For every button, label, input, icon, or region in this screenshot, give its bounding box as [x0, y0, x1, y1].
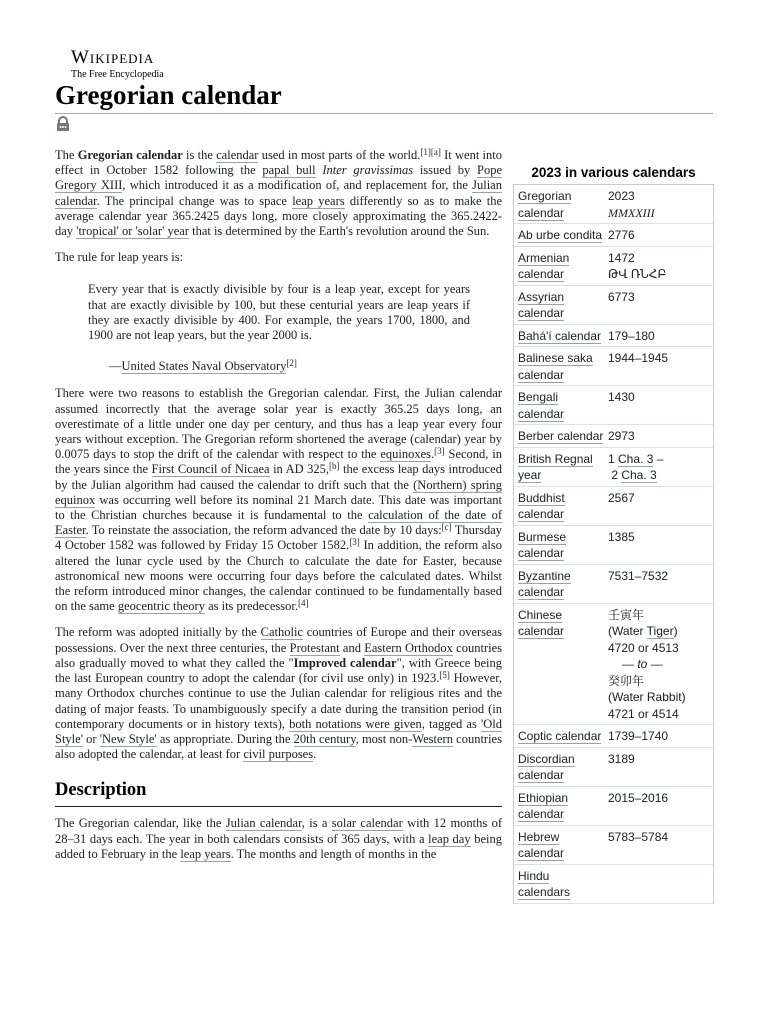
infobox-row: [514, 565, 713, 604]
link-calendar[interactable]: calendar: [216, 148, 259, 162]
infobox-row: [514, 347, 713, 386]
value-line: 1944–1945: [608, 351, 669, 365]
value-line: 2776: [608, 228, 635, 242]
ref-3b[interactable]: [3]: [349, 537, 360, 548]
bold-term: Gregorian calendar: [77, 148, 183, 162]
value-line: 3189: [608, 751, 635, 766]
row-label-link[interactable]: Byzantine calendar: [518, 568, 571, 599]
article-body: [55, 148, 502, 873]
text: In addition, the reform also altered the lunar cycle used by the Church to calculate the date for Easter, because astronomical new moons were occurring four days before the calculated dates. Whilst the reform introduced minor changes, the calendar continued to be fundamentally based on the same: [55, 538, 503, 614]
text: the excess leap days introduced by the Julian algorithm had caused the calendar to drift such that the: [55, 462, 502, 492]
row-label: [514, 188, 604, 221]
infobox-row: [514, 748, 713, 787]
link-charles-iii[interactable]: Cha. 3: [618, 451, 654, 466]
row-label: [514, 451, 604, 484]
value-line: 壬寅年: [608, 607, 645, 622]
leap-rule-intro: The rule for leap years is:: [55, 250, 184, 265]
wikipedia-logo[interactable]: [71, 48, 164, 81]
row-label: [514, 728, 604, 745]
row-label-link[interactable]: Coptic calendar: [518, 729, 602, 743]
infobox-caption: 2023 in various calendars: [531, 165, 696, 180]
quote-citation: [88, 359, 470, 374]
text: It went into effect in October 1582 following the: [55, 148, 503, 178]
row-value: [604, 289, 635, 322]
calendars-infobox: [513, 160, 714, 934]
ref-5[interactable]: [5]: [439, 670, 450, 681]
infobox-row: [514, 386, 713, 425]
infobox-table: [513, 184, 714, 904]
row-label: [514, 250, 604, 283]
text: in AD 325,: [269, 462, 329, 477]
row-value: [604, 389, 635, 422]
ref-a[interactable]: [a]: [430, 147, 441, 157]
row-label-link[interactable]: Assyrian calendar: [518, 289, 565, 320]
text: .: [431, 447, 435, 462]
infobox-row: [514, 487, 713, 526]
row-value: [604, 829, 668, 862]
link-leap-day[interactable]: leap day: [428, 831, 471, 846]
row-label-link[interactable]: Armenian calendar: [518, 250, 570, 281]
text: , most non-: [355, 731, 413, 746]
infobox-row: [514, 865, 713, 904]
value-line: 6773: [608, 289, 635, 304]
text: ): [673, 624, 678, 638]
infobox-row: [514, 325, 713, 348]
text: (Water: [608, 624, 647, 638]
text: The Gregorian calendar, like the: [55, 816, 226, 831]
value-line: 2023: [608, 189, 635, 203]
row-value: [604, 751, 635, 784]
link-charles-iii[interactable]: Cha. 3: [621, 468, 657, 482]
value-line: 1739–1740: [608, 729, 669, 743]
link-easter-calculation[interactable]: calculation of the date of Easter: [55, 508, 503, 538]
value-line: 1472: [608, 250, 635, 265]
row-label-link[interactable]: Berber calendar: [518, 429, 604, 443]
row-label: [514, 529, 604, 562]
row-value: [604, 328, 655, 345]
link-spring-equinox[interactable]: (Northern) spring equinox: [55, 477, 502, 507]
row-label-link[interactable]: Discordian calendar: [518, 751, 575, 782]
ref-2[interactable]: [2]: [286, 358, 297, 369]
text: being added to February in the: [55, 831, 502, 861]
row-label: [514, 829, 604, 862]
row-label-link[interactable]: Hebrew calendar: [518, 829, 565, 860]
row-value: [604, 451, 663, 484]
row-value: [604, 529, 635, 562]
text: 1: [608, 451, 619, 466]
row-label: [514, 868, 604, 901]
infobox-row: [514, 224, 713, 247]
row-value: [604, 568, 668, 601]
row-label: [514, 790, 604, 823]
text: Second, in the years since the: [55, 447, 502, 477]
text: , tagged as: [421, 716, 481, 731]
row-value: [604, 490, 635, 523]
value-line: — to —: [622, 657, 663, 671]
text: as its predecessor.: [204, 599, 298, 614]
row-label-link[interactable]: Hindu calendars: [518, 868, 571, 899]
text: as appropriate. During the: [156, 731, 294, 746]
ref-b[interactable]: [b]: [329, 461, 340, 472]
infobox-row: [514, 286, 713, 325]
link-equinoxes[interactable]: equinoxes: [380, 447, 432, 462]
intro-paragraph: [55, 148, 502, 239]
value-line: ԹՎ ՌՆՀԲ: [608, 267, 667, 281]
bold-term: Improved calendar: [293, 655, 397, 670]
value-line: 7531–7532: [608, 568, 669, 583]
row-label: [514, 490, 604, 523]
link-dual-dating[interactable]: both notations were given: [289, 716, 422, 731]
italic-term: Inter gravissimas: [322, 163, 414, 178]
link-eastern-orthodox[interactable]: Eastern Orthodox: [364, 640, 453, 655]
link-western[interactable]: Western: [412, 731, 453, 746]
infobox-row: [514, 826, 713, 865]
row-value: [604, 227, 635, 244]
row-label: [514, 328, 604, 345]
row-label-link[interactable]: Ab urbe condita: [518, 228, 603, 242]
text: differently so as to make the average calendar year 365.2425 days long, more closely approximating the 365.2422-day: [55, 193, 502, 239]
infobox-row: [514, 185, 713, 224]
link-geocentric-theory[interactable]: geocentric theory: [117, 599, 205, 614]
value-line: 1430: [608, 390, 635, 404]
text: or: [82, 731, 100, 746]
link-usno[interactable]: United States Naval Observatory: [121, 359, 287, 374]
infobox-row: [514, 425, 713, 448]
row-label-link[interactable]: Burmese calendar: [518, 529, 567, 560]
row-label: [514, 350, 604, 383]
text: countries also gradually moved to what they called the ": [55, 640, 502, 670]
value-line: [608, 623, 686, 640]
page-title: Gregorian calendar: [55, 80, 282, 110]
row-value: [604, 188, 655, 221]
link-leap-years[interactable]: leap years: [292, 193, 345, 208]
row-label-link[interactable]: Gregorian calendar: [518, 189, 572, 220]
quote-text: Every year that is exactly divisible by four is a leap year, except for years that are exactly divisible by 100, but these centurial years are leap years if they are exactly divisible by 400. For example, the years 1700, 1800, and 1900 are not leap years, but the year 2000 is.: [88, 282, 470, 343]
blockquote: [88, 282, 470, 374]
infobox-row: [514, 787, 713, 826]
ref-3[interactable]: [3]: [434, 446, 445, 457]
text: There were two reasons to establish the Gregorian calendar. First, the Julian calendar assumed incorrectly that the average solar year is exactly 365.25 days long, an overestimate of a little under one day per century, and thus has a leap year every four years without exception. The Gregorian reform shortened the average (calendar) year by 0.0075 days to stop the drift of the calendar with respect to the: [55, 386, 502, 462]
row-label-link[interactable]: Ethiopian calendar: [518, 790, 569, 821]
text: 2: [608, 468, 622, 482]
ref-c[interactable]: [c]: [441, 522, 452, 533]
text: Thursday 4 October 1582 was followed by Friday 15 October 1582.: [55, 523, 502, 553]
value-line: [608, 451, 663, 468]
adoption-paragraph: [55, 625, 502, 762]
text: , which introduced it as a modification of, and replacement for, the: [122, 178, 473, 193]
row-label-link[interactable]: Balinese saka calendar: [518, 351, 593, 382]
text: , is a: [301, 816, 332, 831]
infobox-row: [514, 604, 713, 726]
row-label: [514, 428, 604, 445]
link-tropical-year[interactable]: 'tropical' or 'solar' year: [76, 224, 189, 239]
link-solar-calendar[interactable]: solar calendar: [331, 816, 403, 831]
row-label-link[interactable]: Bahá'í calendar: [518, 328, 602, 343]
logo-tagline: The Free Encyclopedia: [71, 69, 164, 80]
text: and: [339, 640, 365, 655]
link-new-style[interactable]: 'New Style': [99, 731, 157, 746]
value-line: 1385: [608, 529, 635, 544]
link-julian-calendar[interactable]: Julian calendar: [225, 816, 302, 831]
row-label: [514, 751, 604, 784]
infobox-row: [514, 725, 713, 748]
infobox-row: [514, 448, 713, 487]
text: used in most parts of the world.: [258, 148, 421, 162]
dash: —: [109, 359, 122, 374]
value-line: 2015–2016: [608, 790, 669, 805]
row-value: [604, 428, 635, 445]
link-tiger[interactable]: Tiger: [646, 624, 674, 638]
row-value: [604, 350, 668, 383]
text: countries also adopted the calendar, at least for: [55, 731, 502, 762]
link-civil-purposes[interactable]: civil purposes: [243, 747, 314, 762]
description-paragraph: [55, 816, 502, 862]
row-value: [604, 868, 608, 901]
ref-4[interactable]: [4]: [297, 598, 309, 609]
text: was occurring well before its nominal 21 March date. This date was important to the Christian churches because it is fundamental to the: [55, 492, 502, 523]
row-value: [604, 607, 686, 723]
link-20th-century[interactable]: 20th century: [293, 731, 356, 746]
link-catholic[interactable]: Catholic: [260, 625, 303, 640]
link-pope-gregory[interactable]: Pope Gregory XIII: [55, 163, 502, 193]
infobox-row: [514, 247, 713, 286]
value-line: [608, 467, 663, 484]
row-value: [604, 728, 668, 745]
text: issued by: [413, 163, 477, 178]
reasons-paragraph: [55, 386, 502, 614]
row-value: [604, 790, 668, 823]
row-label: [514, 227, 604, 244]
value-line: 癸卯年: [608, 673, 645, 688]
title-divider: [55, 113, 713, 114]
link-papal-bull[interactable]: papal bull: [262, 163, 316, 178]
row-label-link[interactable]: Buddhist calendar: [518, 490, 565, 521]
text: However, many Orthodox churches continue to use the Julian calendar for religious rites and the dating of major feasts. To unambiguously specify a date during the transition period (in contemporary documents or in history texts),: [55, 671, 503, 731]
value-line: 4720 or 4513: [608, 640, 679, 655]
lock-icon[interactable]: [55, 116, 71, 132]
value-line: 5783–5784: [608, 829, 669, 844]
text: . The principal change was to space: [96, 193, 293, 208]
text: that is determined by the Earth's revolution around the Sun.: [188, 224, 490, 239]
text: The reform was adopted initially by the: [55, 625, 261, 640]
logo-wordmark: Wikipedia: [71, 47, 155, 68]
row-label-link[interactable]: British Regnal year: [518, 451, 593, 482]
link-leap-years[interactable]: leap years: [180, 846, 231, 861]
text: is the: [182, 148, 217, 162]
text: –: [653, 451, 664, 466]
value-line: 2567: [608, 490, 635, 505]
link-council-nicaea[interactable]: First Council of Nicaea: [151, 462, 270, 477]
value-line: 4721 or 4514: [608, 706, 679, 721]
row-label: [514, 289, 604, 322]
value-line: MMXXIII: [608, 205, 655, 220]
infobox-row: [514, 526, 713, 565]
value-line: (Water Rabbit): [608, 690, 686, 704]
row-label: [514, 389, 604, 422]
text: countries of Europe and their overseas possessions. Over the next three centuries, the: [55, 625, 502, 655]
ref-1[interactable]: [1]: [420, 147, 431, 157]
row-label: [514, 607, 604, 723]
text: .: [313, 747, 317, 762]
link-julian-calendar[interactable]: Julian calendar: [55, 178, 502, 208]
text: . To reinstate the association, the reform advanced the date by 10 days:: [85, 523, 442, 538]
text: ", with Greece being the last European country to adopt the calendar (for civil use only) in 1923.: [55, 655, 502, 686]
text: . The months and length of months in the: [230, 846, 437, 861]
row-label-link[interactable]: Bengali calendar: [518, 390, 565, 421]
link-old-style[interactable]: 'Old Style': [55, 716, 502, 746]
value-line: 2973: [608, 429, 635, 443]
text: The: [55, 148, 78, 162]
row-value: [604, 250, 666, 283]
row-label: [514, 568, 604, 601]
value-line: 179–180: [608, 328, 655, 343]
link-protestant[interactable]: Protestant: [289, 640, 340, 655]
text: with 12 months of 28–31 days each. The year in both calendars consists of 365 days, with a: [55, 816, 503, 846]
row-label-link[interactable]: Chinese calendar: [518, 607, 565, 638]
section-heading-description: Description: [55, 778, 502, 807]
